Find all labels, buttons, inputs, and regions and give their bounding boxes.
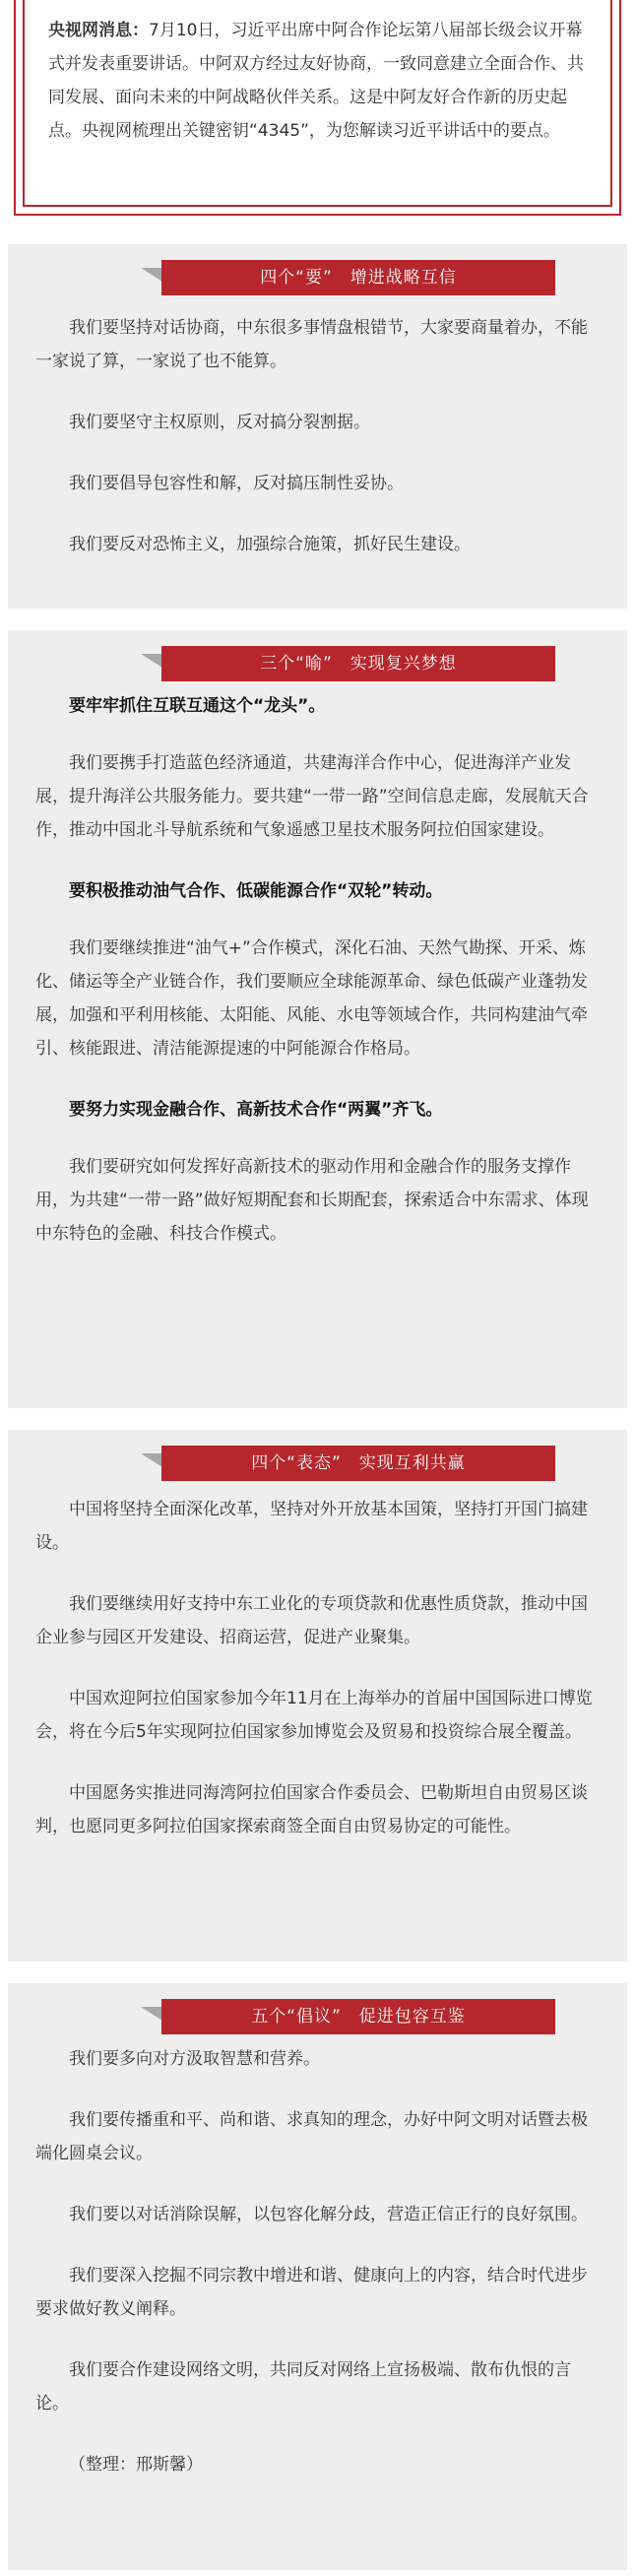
section-paragraph: 我们要合作建设网络文明，共同反对网络上宣扬极端、散布仇恨的言论。	[35, 2360, 571, 2414]
section-paragraph: 我们要以对话消除误解，以包容化解分歧，营造正信正行的良好氛围。	[69, 2205, 588, 2224]
section-paragraph: 我们要反对恐怖主义，加强综合施策，抓好民生建设。	[69, 535, 471, 554]
section-paragraph: 中国愿务实推进同海湾阿拉伯国家合作委员会、巴勒斯坦自由贸易区谈判，也愿同更多阿拉伯国家探索商签全面自由贸易协定的可能性。	[35, 1783, 588, 1836]
section-banner-wrap	[35, 244, 600, 303]
section-card-1	[8, 244, 627, 609]
banner-fold	[141, 268, 162, 282]
section-paragraph: 我们要继续推进“油气+”合作模式，深化石油、天然气勘探、开采、炼化、储运等全产业链合作，我们要顺应全球能源革命、绿色低碳产业蓬勃发展，加强和平利用核能、太阳能、风能、水电等领域合作，共同构建油气牵引、核能跟进、清洁能源提速的中阿能源合作格局。	[35, 938, 588, 1059]
intro-lead: 央视网消息：	[48, 21, 149, 40]
section-paragraph: 我们要坚持对话协商，中东很多事情盘根错节，大家要商量着办，不能一家说了算，一家说了也不能算。	[35, 318, 588, 371]
intro-box-inner	[23, 0, 612, 207]
banner-fold	[141, 2007, 162, 2021]
section-banner-wrap	[35, 630, 600, 689]
section-subheading: 要积极推动油气合作、低碳能源合作“双轮”转动。	[69, 881, 443, 901]
section-paragraph: 我们要继续用好支持中东工业化的专项贷款和优惠性质贷款，推动中国企业参与园区开发建设、招商运营，促进产业聚集。	[35, 1594, 588, 1647]
section-banner: 四个“表态” 实现互利共赢	[161, 1446, 555, 1481]
section-paragraph: 我们要传播重和平、尚和谐、求真知的理念，办好中阿文明对话暨去极端化圆桌会议。	[35, 2110, 588, 2163]
section-banner-wrap	[35, 1430, 600, 1489]
section-paragraph: 我们要深入挖掘不同宗教中增进和谐、健康向上的内容，结合时代进步要求做好教义阐释。	[35, 2266, 588, 2319]
section-card-2	[8, 630, 627, 1408]
section-paragraph: 中国欢迎阿拉伯国家参加今年11月在上海举办的首届中国国际进口博览会，将在今后5年实现阿拉伯国家参加博览会及贸易和投资综合展全覆盖。	[35, 1689, 593, 1742]
section-card-3	[8, 1430, 627, 1962]
intro-paragraph	[48, 14, 587, 148]
section-banner: 三个“喻” 实现复兴梦想	[161, 646, 555, 681]
section-paragraph: 我们要携手打造蓝色经济通道，共建海洋合作中心，促进海洋产业发展，提升海洋公共服务能力。要共建“一带一路”空间信息走廊，发展航天合作，推动中国北斗导航系统和气象遥感卫星技术服务阿拉伯国家建设。	[35, 753, 589, 840]
intro-box	[14, 0, 621, 216]
section-card-4	[8, 1983, 627, 2570]
banner-fold	[141, 1453, 162, 1467]
section-paragraph: 我们要研究如何发挥好高新技术的驱动作用和金融合作的服务支撑作用，为共建“一带一路”做好短期配套和长期配套，探索适合中东需求、体现中东特色的金融、科技合作模式。	[35, 1157, 589, 1244]
section-banner: 四个“要” 增进战略互信	[161, 260, 555, 295]
section-paragraph: 我们要多向对方汲取智慧和营养。	[69, 2049, 320, 2069]
section-paragraph: 我们要坚守主权原则，反对搞分裂割据。	[69, 413, 370, 432]
banner-fold	[141, 654, 162, 668]
editor-credit: （整理：邢斯馨）	[69, 2455, 203, 2475]
section-banner: 五个“倡议” 促进包容互鉴	[161, 1999, 555, 2034]
section-subheading: 要努力实现金融合作、高新技术合作“两翼”齐飞。	[69, 1100, 443, 1120]
section-subheading: 要牢牢抓住互联互通这个“龙头”。	[69, 696, 326, 716]
section-paragraph: 我们要倡导包容性和解，反对搞压制性妥协。	[69, 474, 404, 493]
section-banner-wrap	[35, 1983, 600, 2042]
intro-text: 7月10日，习近平出席中阿合作论坛第八届部长级会议开幕式并发表重要讲话。中阿双方经过友好协商，一致同意建立全面合作、共同发展、面向未来的中阿战略伙伴关系。这是中阿友好合作新的历史起点。央视网梳理出关键密钥“4345”，为您解读习近平讲话中的要点。	[48, 21, 584, 141]
section-paragraph: 中国将坚持全面深化改革，坚持对外开放基本国策，坚持打开国门搞建设。	[35, 1500, 588, 1553]
